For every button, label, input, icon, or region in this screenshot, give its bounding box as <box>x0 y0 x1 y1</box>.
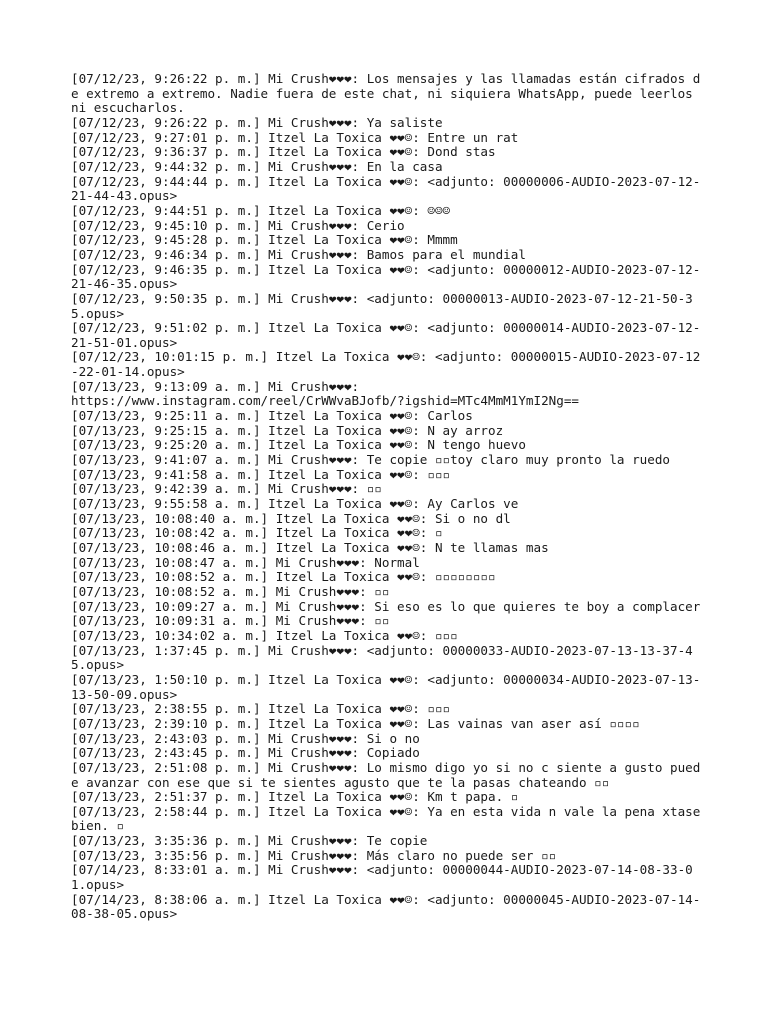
chat-message-line: [07/13/23, 2:51:08 p. m.] Mi Crush❤❤❤: Lo mismo digo yo si no c siente a gusto puede avanzar con ese que si te sientes agusto que te la pasas chateando ▫▫ <box>71 759 701 790</box>
chat-message-line: [07/13/23, 3:35:56 p. m.] Mi Crush❤❤❤: Más claro no puede ser ▫▫ <box>71 847 557 863</box>
chat-message-line: [07/13/23, 9:25:11 a. m.] Itzel La Toxica ❤❤☺: Carlos <box>71 408 473 424</box>
chat-message-line: [07/14/23, 8:38:06 a. m.] Itzel La Toxica ❤❤☺: <adjunto: 00000045-AUDIO-2023-07-14-08-38-05.opus> <box>71 891 701 922</box>
chat-message-line: [07/13/23, 2:51:37 p. m.] Itzel La Toxica ❤❤☺: Km t papa. ▫ <box>71 789 519 805</box>
chat-message-line: [07/12/23, 9:26:22 p. m.] Mi Crush❤❤❤: Los mensajes y las llamadas están cifrados de extremo a extremo. Nadie fuera de este chat, ni siquiera WhatsApp, puede leerlos ni escucharlos. <box>71 71 701 116</box>
chat-message-line: [07/12/23, 9:46:34 p. m.] Mi Crush❤❤❤: Bamos para el mundial <box>71 246 526 262</box>
chat-message-line: [07/13/23, 2:43:45 p. m.] Mi Crush❤❤❤: Copiado <box>71 745 420 761</box>
chat-message-line: [07/12/23, 10:01:15 p. m.] Itzel La Toxica ❤❤☺: <adjunto: 00000015-AUDIO-2023-07-12-22-01-14.opus> <box>71 349 701 380</box>
chat-message-line: [07/13/23, 1:37:45 p. m.] Mi Crush❤❤❤: <adjunto: 00000033-AUDIO-2023-07-13-13-37-45.opus> <box>71 642 693 673</box>
chat-message-line: [07/12/23, 9:45:10 p. m.] Mi Crush❤❤❤: Cerio <box>71 217 405 233</box>
chat-message-line: [07/12/23, 9:27:01 p. m.] Itzel La Toxica ❤❤☺: Entre un rat <box>71 129 519 145</box>
chat-message-line: [07/13/23, 10:08:52 a. m.] Itzel La Toxica ❤❤☺: ▫▫▫▫▫▫▫▫ <box>71 569 496 585</box>
chat-message-line: [07/13/23, 9:25:15 a. m.] Itzel La Toxica ❤❤☺: N ay arroz <box>71 422 504 438</box>
chat-message-line: [07/13/23, 2:58:44 p. m.] Itzel La Toxica ❤❤☺: Ya en esta vida n vale la pena xtase bien. ▫ <box>71 803 708 834</box>
chat-transcript <box>71 71 708 922</box>
chat-message-line: [07/13/23, 9:41:07 a. m.] Mi Crush❤❤❤: Te copie ▫▫toy claro muy pronto la ruedo <box>71 452 670 468</box>
chat-message-line: [07/13/23, 1:50:10 p. m.] Itzel La Toxica ❤❤☺: <adjunto: 00000034-AUDIO-2023-07-13-13-50-09.opus> <box>71 671 701 702</box>
chat-message-line: [07/13/23, 9:55:58 a. m.] Itzel La Toxica ❤❤☺: Ay Carlos ve <box>71 496 519 512</box>
chat-message-line: [07/13/23, 10:09:31 a. m.] Mi Crush❤❤❤: ▫▫ <box>71 613 390 629</box>
chat-message-line: [07/12/23, 9:26:22 p. m.] Mi Crush❤❤❤: Ya saliste <box>71 114 443 130</box>
chat-message-line: [07/13/23, 9:41:58 a. m.] Itzel La Toxica ❤❤☺: ▫▫▫ <box>71 466 451 482</box>
chat-message-line: [07/13/23, 9:13:09 a. m.] Mi Crush❤❤❤: https://www.instagram.com/reel/CrWWvaBJofb/?igshid=MTc4MmM1YmI2Ng== <box>71 378 579 409</box>
chat-message-line: [07/12/23, 9:44:51 p. m.] Itzel La Toxica ❤❤☺: ☺☺☺ <box>71 202 451 218</box>
chat-message-line: [07/12/23, 9:50:35 p. m.] Mi Crush❤❤❤: <adjunto: 00000013-AUDIO-2023-07-12-21-50-35.opus> <box>71 290 693 321</box>
chat-message-line: [07/12/23, 9:44:44 p. m.] Itzel La Toxica ❤❤☺: <adjunto: 00000006-AUDIO-2023-07-12-21-44-43.opus> <box>71 173 701 204</box>
chat-message-line: [07/13/23, 10:08:40 a. m.] Itzel La Toxica ❤❤☺: Si o no dl <box>71 510 511 526</box>
chat-message-line: [07/13/23, 9:42:39 a. m.] Mi Crush❤❤❤: ▫▫ <box>71 481 382 497</box>
chat-message-line: [07/13/23, 2:39:10 p. m.] Itzel La Toxica ❤❤☺: Las vainas van aser así ▫▫▫▫ <box>71 715 640 731</box>
chat-message-line: [07/12/23, 9:51:02 p. m.] Itzel La Toxica ❤❤☺: <adjunto: 00000014-AUDIO-2023-07-12-21-51-01.opus> <box>71 320 701 350</box>
chat-message-line: [07/13/23, 2:38:55 p. m.] Itzel La Toxica ❤❤☺: ▫▫▫ <box>71 701 451 717</box>
chat-message-line: [07/13/23, 10:08:42 a. m.] Itzel La Toxica ❤❤☺: ▫ <box>71 525 443 541</box>
chat-message-line: [07/13/23, 2:43:03 p. m.] Mi Crush❤❤❤: Si o no <box>71 730 420 746</box>
chat-message-line: [07/13/23, 9:25:20 a. m.] Itzel La Toxica ❤❤☺: N tengo huevo <box>71 437 526 453</box>
chat-message-line: [07/12/23, 9:44:32 p. m.] Mi Crush❤❤❤: En la casa <box>71 158 443 174</box>
chat-message-line: [07/14/23, 8:33:01 a. m.] Mi Crush❤❤❤: <adjunto: 00000044-AUDIO-2023-07-14-08-33-01.opus> <box>71 862 693 893</box>
chat-message-line: [07/13/23, 10:08:47 a. m.] Mi Crush❤❤❤: Normal <box>71 554 420 570</box>
chat-message-line: [07/13/23, 10:08:46 a. m.] Itzel La Toxica ❤❤☺: N te llamas mas <box>71 540 549 555</box>
chat-message-line: [07/13/23, 10:08:52 a. m.] Mi Crush❤❤❤: ▫▫ <box>71 583 390 599</box>
chat-message-line: [07/13/23, 10:34:02 a. m.] Itzel La Toxica ❤❤☺: ▫▫▫ <box>71 627 458 643</box>
chat-message-line: [07/13/23, 10:09:27 a. m.] Mi Crush❤❤❤: Si eso es lo que quieres te boy a complacer <box>71 598 701 614</box>
chat-message-line: [07/13/23, 3:35:36 p. m.] Mi Crush❤❤❤: Te copie <box>71 833 428 849</box>
chat-message-line: [07/12/23, 9:45:28 p. m.] Itzel La Toxica ❤❤☺: Mmmm <box>71 232 458 248</box>
chat-message-line: [07/12/23, 9:36:37 p. m.] Itzel La Toxica ❤❤☺: Dond stas <box>71 144 496 160</box>
chat-message-line: [07/12/23, 9:46:35 p. m.] Itzel La Toxica ❤❤☺: <adjunto: 00000012-AUDIO-2023-07-12-21-46-35.opus> <box>71 261 701 292</box>
